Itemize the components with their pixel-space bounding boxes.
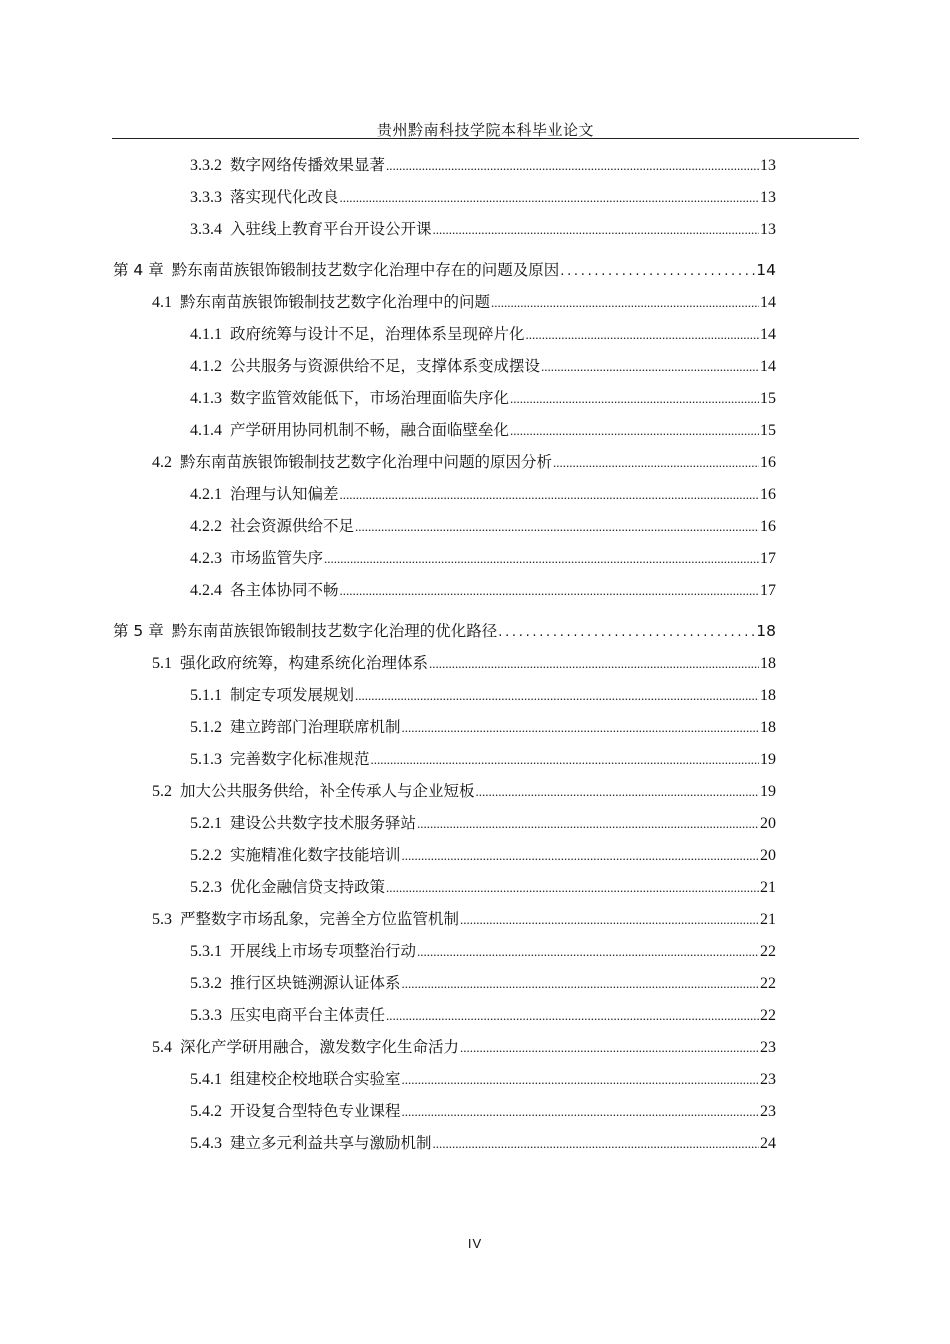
toc-entry-number: 4.1 [152, 294, 172, 311]
toc-dot-leader [433, 220, 759, 240]
toc-entry[interactable] [152, 781, 776, 802]
toc-dot-leader [386, 1006, 759, 1026]
toc-dot-leader [553, 453, 759, 473]
toc-entry-page: 23 [760, 1071, 776, 1088]
toc-entry-title: 政府统筹与设计不足，治理体系呈现碎片化 [230, 325, 525, 343]
toc-entry-title: 深化产学研用融合，激发数字化生命活力 [180, 1038, 460, 1056]
toc-entry-title: 产学研用协同机制不畅，融合面临壁垒化 [230, 421, 510, 439]
toc-dot-leader [541, 357, 759, 377]
toc-entry-number: 3.3.3 [190, 189, 222, 206]
toc-entry[interactable] [190, 219, 776, 240]
toc-dot-leader [355, 517, 759, 537]
toc-dot-leader [433, 1134, 759, 1154]
toc-entry-title: 推行区块链溯源认证体系 [230, 974, 401, 992]
toc-dot-leader [510, 389, 759, 409]
toc-entry[interactable] [190, 155, 776, 176]
toc-entry-title: 压实电商平台主体责任 [230, 1006, 386, 1024]
toc-entry-number: 5.4.3 [190, 1135, 222, 1152]
toc-entry-page: 13 [760, 221, 776, 238]
toc-entry-title: 治理与认知偏差 [230, 485, 339, 503]
toc-entry-title: 开展线上市场专项整治行动 [230, 942, 417, 960]
toc-entry[interactable] [190, 1133, 776, 1154]
toc-dot-leader [498, 623, 755, 643]
toc-dot-leader [510, 421, 759, 441]
toc-dot-leader [526, 325, 759, 345]
toc-entry-number: 第 4 章 [113, 261, 164, 279]
toc-dot-leader [460, 1038, 759, 1058]
toc-entry[interactable] [152, 452, 776, 473]
toc-dot-leader [324, 549, 759, 569]
toc-dot-leader [402, 718, 759, 738]
toc-entry[interactable] [152, 292, 776, 313]
toc-dot-leader [402, 1070, 759, 1090]
toc-entry[interactable] [190, 187, 776, 208]
toc-entry-page: 18 [760, 655, 776, 672]
toc-entry-page: 16 [760, 486, 776, 503]
toc-entry-number: 5.3.1 [190, 943, 222, 960]
toc-entry-number: 4.1.3 [190, 390, 222, 407]
toc-entry-number: 5.1.3 [190, 751, 222, 768]
toc-entry-title: 优化金融信贷支持政策 [230, 878, 386, 896]
toc-entry-number: 5.3.2 [190, 975, 222, 992]
toc-entry-number: 第 5 章 [113, 622, 164, 640]
toc-entry-title: 社会资源供给不足 [230, 517, 355, 535]
toc-dot-leader [402, 846, 759, 866]
toc-entry-title: 加大公共服务供给，补全传承人与企业短板 [180, 782, 475, 800]
toc-entry-page: 19 [760, 783, 776, 800]
toc-entry-number: 4.1.2 [190, 358, 222, 375]
toc-entry-number: 5.2.2 [190, 847, 222, 864]
toc-entry-page: 21 [760, 911, 776, 928]
toc-dot-leader [371, 750, 759, 770]
toc-entry-title: 建立跨部门治理联席机制 [230, 718, 401, 736]
toc-entry-page: 22 [760, 975, 776, 992]
toc-entry-page: 17 [760, 550, 776, 567]
running-header-title: 贵州黔南科技学院本科毕业论文 [376, 121, 594, 139]
toc-entry-title: 完善数字化标准规范 [230, 750, 370, 768]
toc-entry[interactable] [190, 1069, 776, 1090]
toc-entry-title: 数字网络传播效果显著 [230, 156, 386, 174]
toc-entry-page: 16 [760, 518, 776, 535]
toc-entry-page: 16 [760, 454, 776, 471]
toc-entry-title: 建设公共数字技术服务驿站 [230, 814, 417, 832]
toc-entry-title: 严整数字市场乱象，完善全方位监管机制 [180, 910, 460, 928]
toc-dot-leader [386, 156, 759, 176]
toc-entry-number: 4.2.2 [190, 518, 222, 535]
toc-entry-page: 13 [760, 157, 776, 174]
toc-entry-number: 4.1.1 [190, 326, 222, 343]
toc-chapter-entry[interactable] [113, 260, 776, 282]
toc-entry-title: 入驻线上教育平台开设公开课 [230, 220, 432, 238]
toc-entry-page: 21 [760, 879, 776, 896]
toc-entry-number: 4.2 [152, 454, 172, 471]
toc-entry-page: 22 [760, 1007, 776, 1024]
toc-entry[interactable] [152, 653, 776, 674]
toc-entry-title: 建立多元利益共享与激励机制 [230, 1134, 432, 1152]
toc-entry[interactable] [190, 813, 776, 834]
toc-entry[interactable] [190, 685, 776, 706]
toc-entry-number: 4.1.4 [190, 422, 222, 439]
toc-entry-title: 数字监管效能低下，市场治理面临失序化 [230, 389, 510, 407]
toc-entry-number: 4.2.4 [190, 582, 222, 599]
toc-entry-number: 5.3.3 [190, 1007, 222, 1024]
toc-entry[interactable] [152, 909, 776, 930]
toc-entry-page: 15 [760, 390, 776, 407]
toc-entry-number: 4.2.3 [190, 550, 222, 567]
toc-entry-page: 14 [760, 358, 776, 375]
toc-entry[interactable] [190, 749, 776, 770]
toc-entry-page: 24 [760, 1135, 776, 1152]
toc-dot-leader [386, 878, 759, 898]
toc-entry[interactable] [190, 516, 776, 537]
toc-entry[interactable] [190, 388, 776, 409]
toc-entry-page: 14 [760, 294, 776, 311]
toc-entry-title: 黔东南苗族银饰锻制技艺数字化治理的优化路径 [171, 622, 498, 640]
toc-entry-title: 公共服务与资源供给不足，支撑体系变成摆设 [230, 357, 541, 375]
page-number: IV [467, 1236, 483, 1251]
toc-entry-title: 强化政府统筹，构建系统化治理体系 [180, 654, 429, 672]
toc-dot-leader [429, 654, 759, 674]
toc-entry-title: 黔东南苗族银饰锻制技艺数字化治理中的问题 [180, 293, 491, 311]
toc-dot-leader [355, 686, 759, 706]
toc-entry-number: 5.2.1 [190, 815, 222, 832]
toc-entry-page: 15 [760, 422, 776, 439]
toc-entry-page: 18 [756, 622, 776, 640]
toc-entry[interactable] [190, 324, 776, 345]
toc-dot-leader [340, 485, 759, 505]
toc-entry-number: 3.3.4 [190, 221, 222, 238]
toc-entry[interactable] [190, 420, 776, 441]
toc-entry-title: 实施精准化数字技能培训 [230, 846, 401, 864]
toc-dot-leader [560, 262, 755, 282]
toc-entry-number: 5.4 [152, 1039, 172, 1056]
toc-entry-page: 14 [760, 326, 776, 343]
toc-entry-title: 黔东南苗族银饰锻制技艺数字化治理中问题的原因分析 [180, 453, 553, 471]
toc-entry-number: 5.3 [152, 911, 172, 928]
toc-entry-page: 22 [760, 943, 776, 960]
toc-dot-leader [340, 188, 759, 208]
toc-entry[interactable] [190, 845, 776, 866]
toc-entry-title: 各主体协同不畅 [230, 581, 339, 599]
toc-entry-number: 4.2.1 [190, 486, 222, 503]
toc-entry-number: 5.1.2 [190, 719, 222, 736]
toc-dot-leader [476, 782, 759, 802]
toc-entry[interactable] [190, 973, 776, 994]
toc-entry[interactable] [190, 356, 776, 377]
toc-entry-title: 落实现代化改良 [230, 188, 339, 206]
toc-dot-leader [402, 974, 759, 994]
toc-entry-page: 23 [760, 1103, 776, 1120]
toc-dot-leader [417, 814, 759, 834]
toc-chapter-entry[interactable] [113, 621, 776, 643]
toc-entry-page: 20 [760, 815, 776, 832]
toc-entry-page: 13 [760, 189, 776, 206]
toc-entry-page: 23 [760, 1039, 776, 1056]
toc-entry[interactable] [190, 1101, 776, 1122]
toc-entry-number: 5.4.1 [190, 1071, 222, 1088]
toc-entry-page: 18 [760, 687, 776, 704]
toc-entry[interactable] [190, 484, 776, 505]
toc-entry-title: 制定专项发展规划 [230, 686, 355, 704]
toc-entry-number: 5.2 [152, 783, 172, 800]
toc-entry[interactable] [190, 941, 776, 962]
toc-entry[interactable] [190, 717, 776, 738]
toc-entry-number: 5.2.3 [190, 879, 222, 896]
toc-entry-title: 组建校企校地联合实验室 [230, 1070, 401, 1088]
toc-entry-number: 5.1 [152, 655, 172, 672]
toc-dot-leader [340, 581, 759, 601]
toc-entry[interactable] [190, 580, 776, 601]
toc-entry-page: 14 [756, 261, 776, 279]
toc-dot-leader [402, 1102, 759, 1122]
toc-entry-title: 市场监管失序 [230, 549, 324, 567]
toc-entry-number: 3.3.2 [190, 157, 222, 174]
toc-entry-page: 20 [760, 847, 776, 864]
toc-entry[interactable] [190, 548, 776, 569]
toc-dot-leader [417, 942, 759, 962]
toc-entry-number: 5.1.1 [190, 687, 222, 704]
toc-entry-number: 5.4.2 [190, 1103, 222, 1120]
toc-entry-title: 开设复合型特色专业课程 [230, 1102, 401, 1120]
toc-entry[interactable] [190, 877, 776, 898]
toc-entry-page: 18 [760, 719, 776, 736]
toc-entry[interactable] [152, 1037, 776, 1058]
toc-entry-title: 黔东南苗族银饰锻制技艺数字化治理中存在的问题及原因 [171, 261, 560, 279]
toc-dot-leader [491, 293, 759, 313]
toc-entry[interactable] [190, 1005, 776, 1026]
toc-entry-page: 19 [760, 751, 776, 768]
toc-dot-leader [460, 910, 759, 930]
toc-entry-page: 17 [760, 582, 776, 599]
